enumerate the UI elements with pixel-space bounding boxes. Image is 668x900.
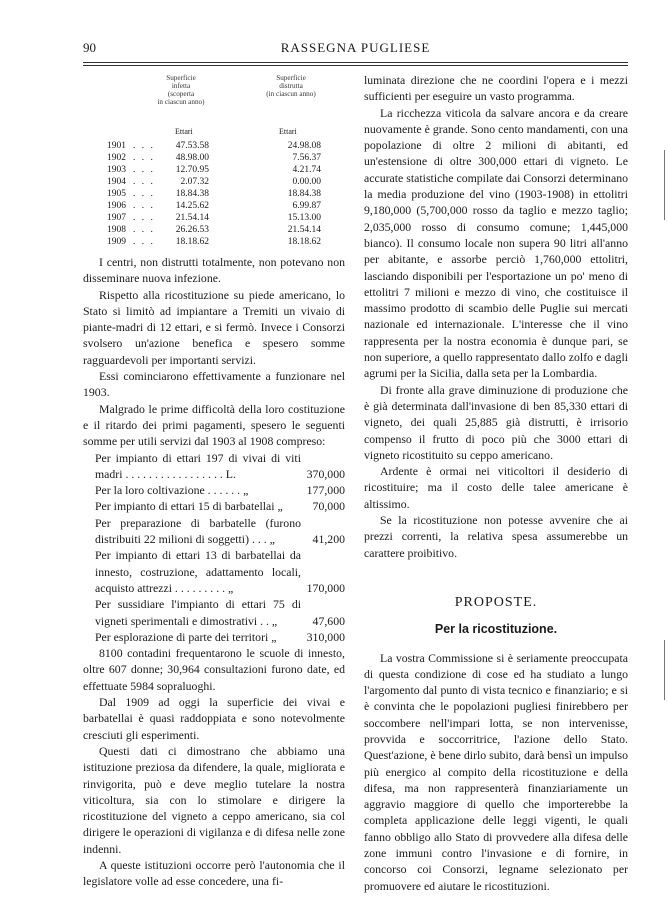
paragraph: La vostra Commissione si è seriamente preoccupata di questa condizione di cose ed ha studiato a lungo l'argomento dal punto di vista tecnico e finanziario; e si è convinta che le popolazioni pugliesi finirebbero per soccombere nell'impari lotta, se non intervenisse, provvida e soccorritrice, l'azione dello Stato. Quest'azione, è bene dirlo subito, darà bensì un impulso più energico al compito della ricostituzione e della difesa, ma non rappresenterà finanziariamente un aggravio maggiore di quello che importerebbe la completa applicazione delle leggi vigenti, le quali fanno obbligo allo Stato di provvedere alla difesa delle zone immuni contro l'invasione e di fornire, in concorso coi Consorzi, legname selezionato per promuovere ed aiutare le ricostituzioni. xyxy=(364,650,628,893)
right-column xyxy=(364,72,628,894)
col2-unit: Ettari xyxy=(279,127,297,136)
paragraph: La ricchezza viticola da salvare ancora e da creare nuovamente è grande. Sono cento mandamenti, con una popolazione di oltre 2 milioni di abitanti, ed un'estensione di oltre 300,000 ettari di vigneto. Le accurate statistiche compilate dai Consorzi determinano la media produzione del vino (1903-1908) in ettolitri 9,180,000 (5,700,000 rosso da taglio e mezzo taglio; 2,035,000 rosso di consumo comune; 1,445,000 bianco). Il consumo locale non supera 90 litri all'anno per abitante, e assorbe perciò 1,760,000 ettolitri, lasciando disponibili per l'esportazione un po' meno di ettolitri 7 milioni e mezzo di vino, che costituisce il massimo prodotto di scambio delle Puglie sui mercati nazionale ed internazionale. L'interesse che il vino rappresenta per la nostra economia è dunque pari, se non superiore, a quello rappresentato dallo zolfo e dagli agrumi per la Sicilia, dalla seta per la Lombardia. xyxy=(364,105,628,381)
header-rule xyxy=(83,62,628,63)
left-column xyxy=(83,72,345,890)
paragraph: 8100 contadini frequentarono le scuole di innesto, oltre 607 donne; 30,964 consultazioni furono date, ed effettuate 5984 sopraluoghi. xyxy=(83,646,345,693)
table-row: 1902 . . . 48.98.00 7.56.37 xyxy=(107,153,321,163)
col2-header: Superficie distrutta (in ciascun anno) xyxy=(266,74,316,98)
header-rule-double xyxy=(83,65,628,66)
page-number: 90 xyxy=(83,40,96,55)
paragraph: Ardente è ormai nei viticoltori il desiderio di ricostituire; ma il costo delle talee americane è altissimo. xyxy=(364,464,628,511)
table-row: 1906 . . . 14.25.62 6.99.87 xyxy=(107,201,321,211)
expense-item: Per sussidiare l'impianto di ettari 75 di vigneti sperimentali e dimostrativi . . „ 47,600 xyxy=(95,597,345,628)
journal-title: RASSEGNA PUGLIESE xyxy=(280,40,431,55)
page-header xyxy=(83,40,628,60)
paragraph: Rispetto alla ricostituzione su piede americano, lo Stato si limitò ad impiantare a Tremiti un vivaio di piante-madri di 12 ettari, e si fermò. Invece i Consorzi svolsero un'azione benefica e spesero somme ragguardevoli per importanti servizi. xyxy=(83,287,345,367)
expense-item: Per impianto di ettari 13 di barbatellai da innesto, costruzione, adattamento locali, acquisto attrezzi . . . . . . . . . „ 170,000 xyxy=(95,548,345,595)
section-title: PROPOSTE. xyxy=(454,594,538,610)
expense-item: Per la loro coltivazione . . . . . . „ 177,000 xyxy=(95,483,345,498)
table-row: 1907 . . . 21.54.14 15.13.00 xyxy=(107,213,321,223)
scan-edge-mark xyxy=(664,640,665,700)
expense-list xyxy=(83,450,345,646)
col1-header: Superficie infetta (scoperta in ciascun anno) xyxy=(157,74,205,106)
paragraph: A queste istituzioni occorre però l'autonomia che il legislatore volle ad esse concedere, una fi- xyxy=(83,857,345,889)
paragraph: Se la ricostituzione non potesse avvenire che ai prezzi correnti, la relativa spesa assumerebbe un carattere proibitivo. xyxy=(364,513,628,560)
expense-item: Per impianto di ettari 197 di vivai di viti madri . . . . . . . . . . . . . . . . . L. 370,000 xyxy=(95,450,345,481)
table-row: 1908 . . . 26.26.53 21.54.14 xyxy=(107,225,321,235)
table-row: 1909 . . . 18.18.62 18.18.62 xyxy=(107,237,321,247)
expense-item: Per esplorazione di parte dei territori „ 310,000 xyxy=(95,629,345,644)
paragraph: Di fronte alla grave diminuzione di produzione che è già determinata dall'invasione di ben 85,330 ettari di vigneto, dei quali 25,885 già distrutti, è irrisorio compenso il frutto di poco più che 3000 ettari di vigneto ricostituito su ceppo americano. xyxy=(364,382,628,462)
paragraph: Essi cominciarono effettivamente a funzionare nel 1903. xyxy=(83,369,345,400)
table-row: 1903 . . . 12.70.95 4.21.74 xyxy=(107,165,321,175)
paragraph: Dal 1909 ad oggi la superficie dei vivai e barbatellai è quasi raddoppiata e sono notevolmente cresciuti gli esperimenti. xyxy=(83,695,345,742)
paragraph: luminata direzione che ne coordini l'opera e i mezzi sufficienti per eseguire un vasto programma. xyxy=(364,73,628,104)
expense-item: Per preparazione di barbatelle (furono distribuiti 22 milioni di soggetti) . . . „ 41,200 xyxy=(95,515,345,547)
vineyard-table xyxy=(83,72,345,254)
table-row: 1904 . . . 2.07.32 0.00.00 xyxy=(107,177,321,187)
table-row: 1905 . . . 18.84.38 18.84.38 xyxy=(107,189,321,199)
paragraph: Malgrado le prime difficoltà della loro costituzione e il ritardo dei primi pagamenti, spesero le seguenti somme per utili servizi dal 1903 al 1908 compreso: xyxy=(83,401,345,449)
expense-item: Per impianto di ettari 15 di barbatellai „ 70,000 xyxy=(95,499,345,514)
scan-edge-mark xyxy=(664,150,665,220)
paragraph: I centri, non distrutti totalmente, non potevano non disseminare nuova infezione. xyxy=(83,255,345,286)
subsection-title: Per la ricostituzione. xyxy=(434,622,558,637)
col1-unit: Ettari xyxy=(175,127,193,136)
paragraph: Questi dati ci dimostrano che abbiamo una istituzione preziosa da difendere, la quale, migliorata e rinvigorita, può e deve meglio tutelare la nostra viticoltura, sia con lo stimolare e dirigere la ricostituzione del vigneto a ceppo americano, sia col dirigere le operazioni di vigilanza e di difesa nelle zone indenni. xyxy=(83,743,345,856)
table-row: 1901 . . . 47.53.58 24.98.08 xyxy=(107,141,321,151)
